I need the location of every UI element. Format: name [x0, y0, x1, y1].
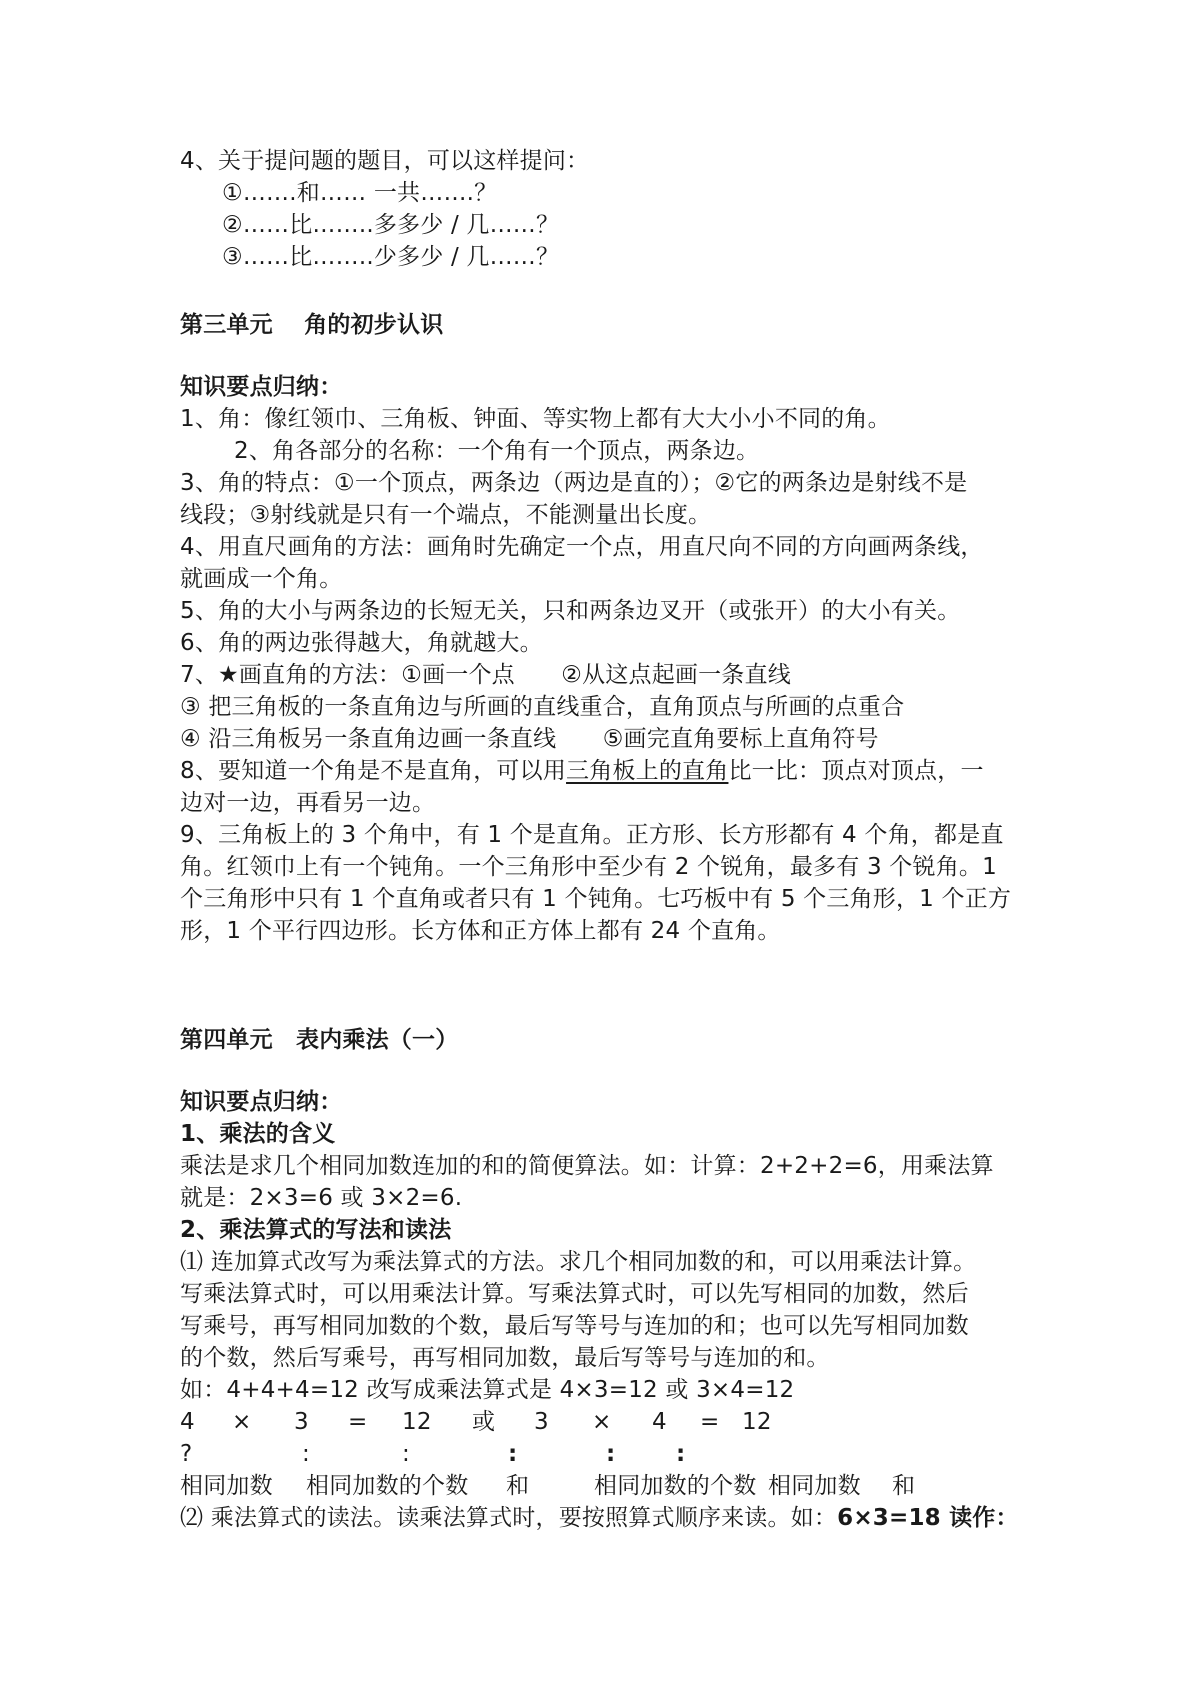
caption-label: 相同加数的个数 [594, 1473, 757, 1499]
unit4-subheading-1: 1、乘法的含义 [180, 1121, 336, 1147]
unit3-point-3-line1: 3、角的特点：①一个顶点，两条边（两边是直的）；②它的两条边是射线不是 [180, 470, 968, 496]
unit3-heading: 第三单元 角的初步认识 [180, 312, 444, 338]
unit3-point-6: 6、角的两边张得越大，角就越大。 [180, 630, 543, 656]
pointer-row [180, 1439, 1080, 1469]
unit3-point-3-line2: 线段；③射线就是只有一个端点，不能测量出长度。 [180, 502, 712, 528]
caption-label: 和 [506, 1473, 530, 1499]
unit3-point-4-line2: 就画成一个角。 [180, 566, 343, 592]
line8-underlined: 三角板上的直角 [566, 758, 729, 784]
unit4-point-2-line2: 写乘法算式时，可以用乘法计算。写乘法算式时，可以先写相同的加数，然后 [180, 1281, 969, 1307]
formula-token: = [700, 1409, 720, 1435]
question-types-title: 4、关于提问题的题目，可以这样提问： [180, 148, 590, 174]
unit3-point-5: 5、角的大小与两条边的长短无关，只和两条边叉开（或张开）的大小有关。 [180, 598, 961, 624]
formula-token: × [592, 1409, 612, 1435]
unit3-point-7-step4: ④ 沿三角板另一条直角边画一条直线 ⑤画完直角要标上直角符号 [180, 726, 879, 752]
reading-method-text: ⑵ 乘法算式的读法。读乘法算式时，要按照算式顺序来读。如： [180, 1505, 838, 1531]
question-type-2: ②……比……..多多少 / 几……？ [222, 212, 560, 238]
question-type-3: ③……比……..少多少 / 几……？ [222, 244, 560, 270]
unit4-point-2-line4: 的个数，然后写乘号，再写相同加数，最后写等号与连加的和。 [180, 1345, 830, 1371]
unit3-point-2: 2、角各部分的名称：一个角有一个顶点，两条边。 [234, 438, 760, 464]
formula-token: 3 [294, 1409, 309, 1435]
unit4-heading: 第四单元 表内乘法（一） [180, 1027, 459, 1053]
unit3-point-9-line1: 9、三角板上的 3 个角中，有 1 个是直角。正方形、长方形都有 4 个角，都是直 [180, 822, 1004, 848]
reading-method-example: 6×3=18 读作： [837, 1505, 1019, 1531]
unit4-summary-heading: 知识要点归纳： [180, 1089, 343, 1115]
formula-token: 4 [180, 1409, 195, 1435]
unit4-example-line: 如：4+4+4=12 改写成乘法算式是 4×3=12 或 3×4=12 [180, 1377, 795, 1403]
caption-label: 相同加数的个数 [306, 1473, 469, 1499]
pointer-mark: : [676, 1441, 686, 1467]
unit4-point-1-line1: 乘法是求几个相同加数连加的和的简便算法。如：计算：2+2+2=6，用乘法算 [180, 1153, 994, 1179]
unit3-point-7-step3: ③ 把三角板的一条直角边与所画的直线重合，直角顶点与所画的点重合 [180, 694, 905, 720]
caption-row [180, 1471, 1080, 1501]
unit3-point-8-line2: 边对一边，再看另一边。 [180, 790, 436, 816]
unit3-point-7-line1: 7、★画直角的方法：①画一个点 ②从这点起画一条直线 [180, 662, 791, 688]
unit4-point-2-line3: 写乘号，再写相同加数的个数，最后写等号与连加的和；也可以先写相同加数 [180, 1313, 969, 1339]
line8-before: 8、要知道一个角是不是直角，可以用 [180, 758, 567, 784]
unit3-point-1: 1、角：像红领巾、三角板、钟面、等实物上都有大大小小不同的角。 [180, 406, 891, 432]
formula-token: = [348, 1409, 368, 1435]
formula-token: 3 [534, 1409, 549, 1435]
pointer-mark: : [508, 1441, 518, 1467]
formula-token: 4 [652, 1409, 667, 1435]
reading-method-line [180, 1503, 1019, 1533]
unit4-point-2-line1: ⑴ 连加算式改写为乘法算式的方法。求几个相同加数的和，可以用乘法计算。 [180, 1249, 977, 1275]
unit3-point-9-line4: 形，1 个平行四边形。长方体和正方体上都有 24 个直角。 [180, 918, 781, 944]
formula-row [180, 1407, 1080, 1437]
unit3-point-4-line1: 4、用直尺画角的方法：画角时先确定一个点，用直尺向不同的方向画两条线， [180, 534, 984, 560]
formula-token: 12 [402, 1409, 432, 1435]
pointer-mark: : [402, 1441, 410, 1467]
unit3-point-8-line1 [180, 756, 984, 786]
formula-token: × [232, 1409, 252, 1435]
unit3-point-9-line2: 角。红领巾上有一个钝角。一个三角形中至少有 2 个锐角，最多有 3 个锐角。1 [180, 854, 997, 880]
formula-token: 或 [472, 1409, 496, 1435]
pointer-mark: : [302, 1441, 310, 1467]
question-type-1: ①…….和…… 一共…….？ [222, 180, 498, 206]
unit3-point-9-line3: 个三角形中只有 1 个直角或者只有 1 个钝角。七巧板中有 5 个三角形，1 个正方 [180, 886, 1012, 912]
caption-label: 和 [892, 1473, 916, 1499]
unit4-subheading-2: 2、乘法算式的写法和读法 [180, 1217, 452, 1243]
caption-label: 相同加数 [180, 1473, 273, 1499]
pointer-mark: : [606, 1441, 616, 1467]
pointer-mark: ? [180, 1441, 193, 1467]
caption-label: 相同加数 [768, 1473, 861, 1499]
line8-after: 比一比：顶点对顶点，一 [728, 758, 984, 784]
formula-token: 12 [742, 1409, 772, 1435]
unit3-summary-heading: 知识要点归纳： [180, 374, 343, 400]
unit4-point-1-line2: 就是：2×3=6 或 3×2=6. [180, 1185, 463, 1211]
